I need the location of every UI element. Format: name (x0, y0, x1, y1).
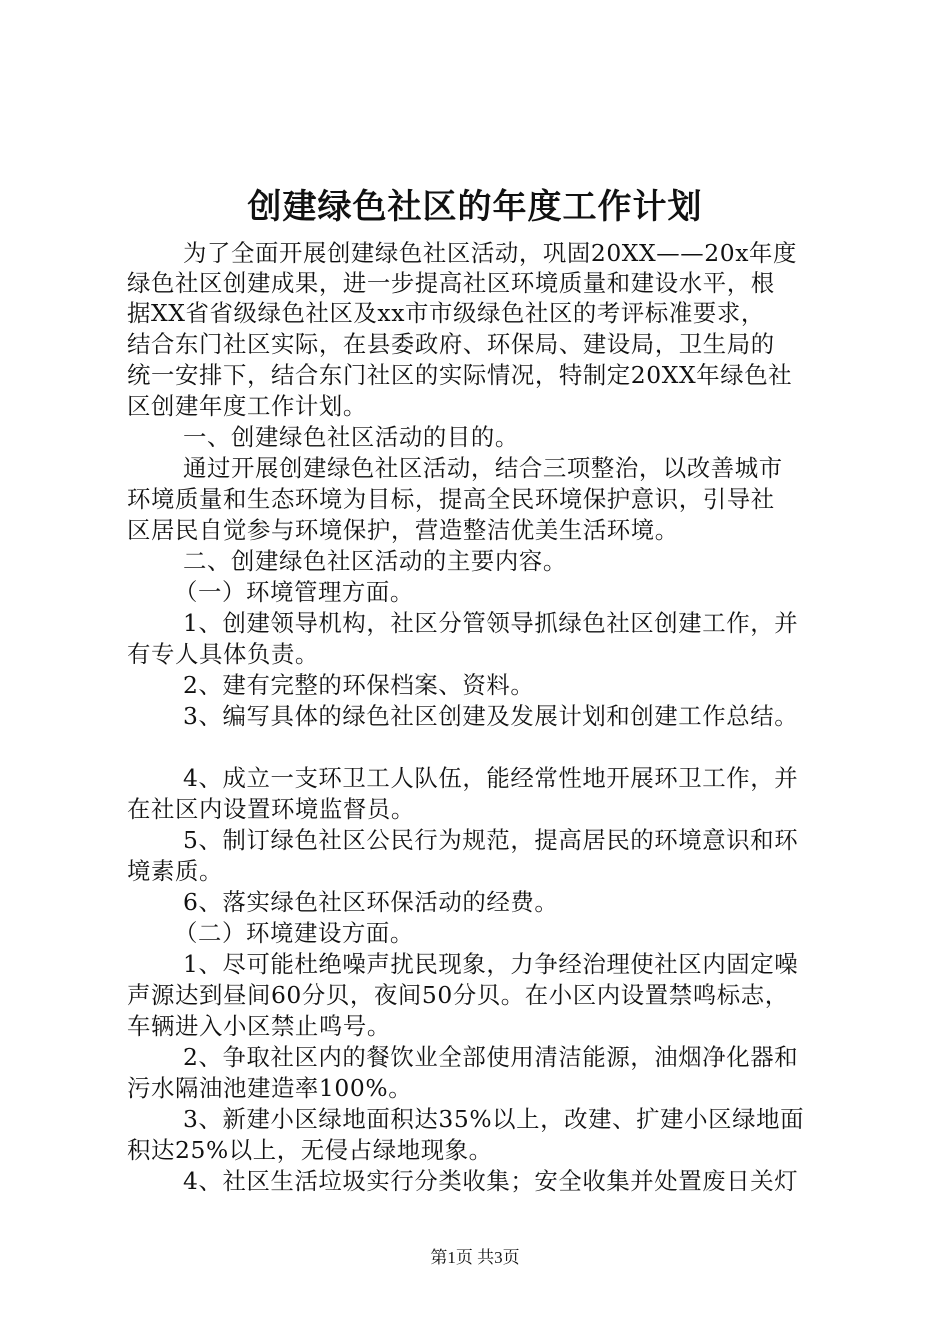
section-heading: 一、创建绿色社区活动的目的。 (183, 423, 519, 451)
list-item: 3、编写具体的绿色社区创建及发展计划和创建工作总结。 (183, 702, 799, 730)
list-item: 4、社区生活垃圾实行分类收集；安全收集并处置废日关灯 (183, 1167, 799, 1195)
list-item: 2、争取社区内的餐饮业全部使用清洁能源，油烟净化器和 (183, 1043, 799, 1071)
page-number-footer: 第1页 共3页 (430, 1248, 520, 1267)
list-item: 2、建有完整的环保档案、资料。 (183, 671, 535, 699)
list-item-continuation: 声源达到昼间60分贝，夜间50分贝。在小区内设置禁鸣标志， (127, 981, 789, 1009)
list-item-continuation: 车辆进入小区禁止鸣号。 (127, 1012, 391, 1040)
section-heading: 二、创建绿色社区活动的主要内容。 (183, 547, 567, 575)
paragraph-line: 区居民自觉参与环境保护，营造整洁优美生活环境。 (127, 516, 679, 544)
document-title: 创建绿色社区的年度工作计划 (247, 187, 703, 227)
list-item: 6、落实绿色社区环保活动的经费。 (183, 888, 559, 916)
list-item-continuation: 污水隔油池建造率100%。 (127, 1074, 413, 1102)
paragraph-line: 环境质量和生态环境为目标，提高全民环境保护意识，引导社 (127, 485, 775, 513)
paragraph-line: 为了全面开展创建绿色社区活动，巩固20XX——20x年度 (183, 239, 798, 267)
paragraph-line: 结合东门社区实际，在县委政府、环保局、建设局，卫生局的 (127, 330, 775, 358)
paragraph-line: 绿色社区创建成果，进一步提高社区环境质量和建设水平，根 (127, 269, 775, 297)
list-item-continuation: 积达25%以上，无侵占绿地现象。 (127, 1136, 493, 1164)
list-item: 1、尽可能杜绝噪声扰民现象，力争经治理使社区内固定噪 (183, 950, 799, 978)
list-item-continuation: 有专人具体负责。 (127, 640, 319, 668)
paragraph-line: 统一安排下，结合东门社区的实际情况，特制定20XX年绿色社 (127, 361, 793, 389)
paragraph-line: 据XX省省级绿色社区及xx市市级绿色社区的考评标准要求， (127, 299, 765, 327)
list-item: 5、制订绿色社区公民行为规范，提高居民的环境意识和环 (183, 826, 799, 854)
paragraph-line: 通过开展创建绿色社区活动，结合三项整治，以改善城市 (183, 454, 783, 482)
list-item-continuation: 境素质。 (127, 857, 223, 885)
list-item: 4、成立一支环卫工人队伍，能经常性地开展环卫工作，并 (183, 764, 799, 792)
list-item-continuation: 在社区内设置环境监督员。 (127, 795, 415, 823)
paragraph-line: 区创建年度工作计划。 (127, 392, 367, 420)
list-item: 3、新建小区绿地面积达35%以上，改建、扩建小区绿地面 (183, 1105, 805, 1133)
subsection-heading: （一）环境管理方面。 (174, 578, 414, 606)
list-item: 1、创建领导机构，社区分管领导抓绿色社区创建工作，并 (183, 609, 799, 637)
subsection-heading: （二）环境建设方面。 (174, 919, 414, 947)
